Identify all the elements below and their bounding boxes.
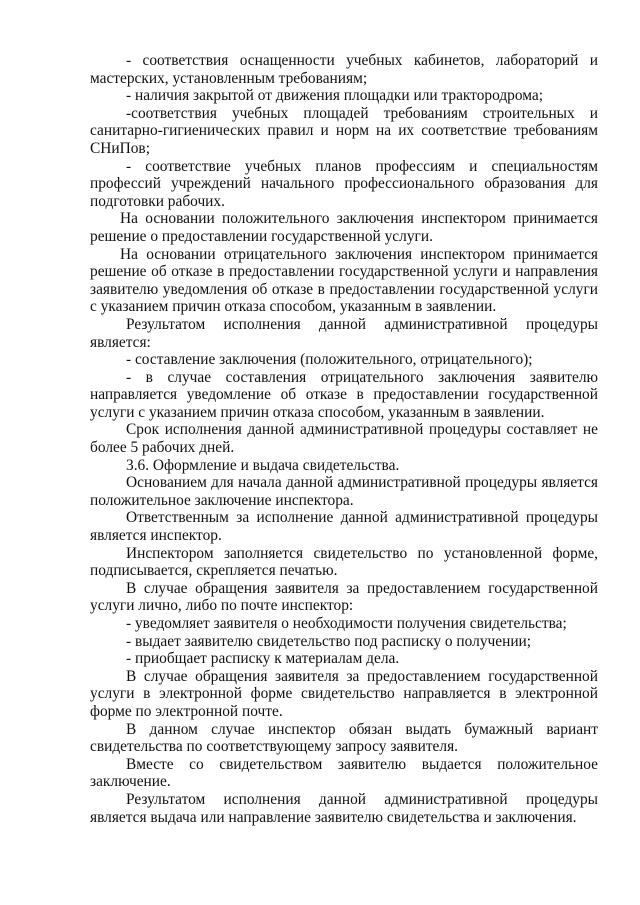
paragraph: Результатом исполнения данной административной процедуры является выдача или направление заявителю свидетельства и заключения. — [90, 790, 598, 826]
paragraph: В случае обращения заявителя за предоставлением государственной услуги лично, либо по почте инспектор: — [90, 579, 598, 615]
paragraph: - приобщает расписку к материалам дела. — [126, 650, 400, 668]
paragraph: Срок исполнения данной административной процедуры составляет не более 5 рабочих дней. — [90, 421, 598, 457]
paragraph: - соответствие учебных планов профессиям и специальностям профессий учреждений начального профессионального образования для подготовки рабочих. — [90, 157, 598, 210]
document-body — [90, 52, 598, 826]
paragraph: Основанием для начала данной административной процедуры является положительное заключение инспектора. — [90, 474, 598, 509]
paragraph: На основании положительного заключения инспектором принимается решение о предоставлении государственной услуги. — [90, 210, 598, 245]
paragraph: - в случае составления отрицательного заключения заявителю направляется уведомление об отказе в предоставлении государственной услуги с указанием причин отказа способом, указанным в заявлении. — [90, 368, 598, 421]
paragraph: Инспектором заполняется свидетельство по установленной форме, подписывается, скрепляется печатью. — [90, 544, 598, 580]
section-heading: 3.6. Оформление и выдача свидетельства. — [126, 456, 400, 474]
paragraph: В данном случае инспектор обязан выдать бумажный вариант свидетельства по соответствующему запросу заявителя. — [90, 720, 598, 756]
paragraph: Результатом исполнения данной административной процедуры является: — [90, 315, 598, 351]
paragraph: - составление заключения (положительного, отрицательного); — [126, 351, 533, 369]
paragraph: - уведомляет заявителя о необходимости получения свидетельства; — [126, 615, 567, 632]
paragraph: Вместе со свидетельством заявителю выдается положительное заключение. — [90, 755, 598, 791]
paragraph: - соответствия оснащенности учебных кабинетов, лабораторий и мастерских, установленным требованиям; — [90, 52, 598, 87]
paragraph: На основании отрицательного заключения инспектором принимается решение об отказе в предоставлении государственной услуги и направления заявителю уведомления об отказе в предоставлении государственной услуги с указанием причин отказа способом, указанным в заявлении. — [90, 245, 598, 316]
paragraph: -соответствия учебных площадей требованиям строительных и санитарно-гигиенических правил и норм на их соответствие требованиям СНиПов; — [90, 104, 598, 157]
paragraph: В случае обращения заявителя за предоставлением государственной услуги в электронной форме свидетельство направляется в электронной форме по электронной почте. — [90, 667, 598, 720]
paragraph: Ответственным за исполнение данной административной процедуры является инспектор. — [90, 509, 598, 545]
paragraph: - выдает заявителю свидетельство под расписку о получении; — [126, 632, 532, 650]
paragraph: - наличия закрытой от движения площадки или трактородрома; — [126, 87, 544, 105]
